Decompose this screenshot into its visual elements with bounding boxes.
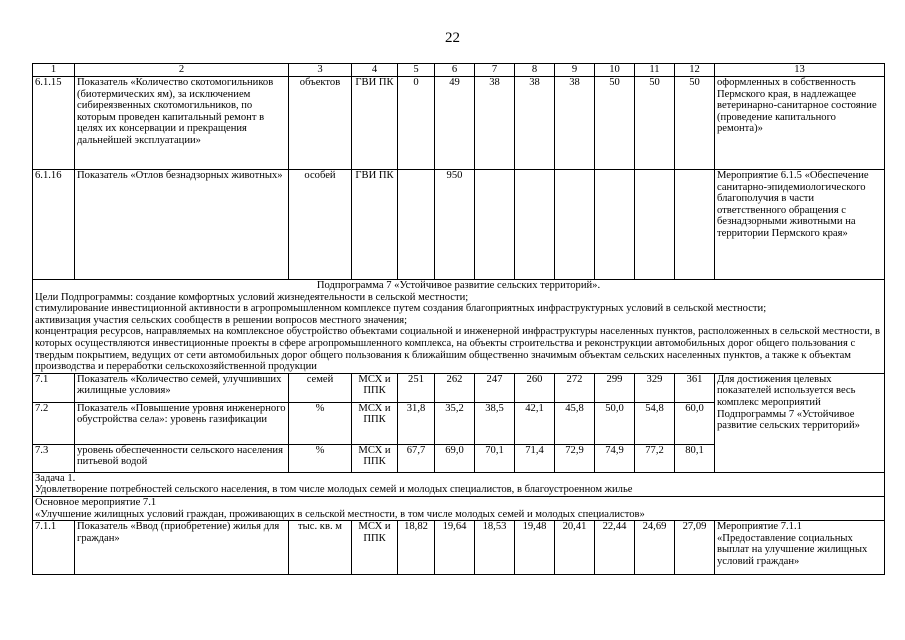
note: оформленных в собственность Пермского края, в надлежащее ветеринарно-санитарное состояние (проведение капитального ремонта)» xyxy=(715,77,885,170)
executor: МСХ и ППК xyxy=(352,444,398,472)
value: 20,41 xyxy=(555,521,595,575)
note: Для достижения целевых показателей используется весь комплекс мероприятий Подпрограммы 7 «Устойчивое развитие сельских территорий» xyxy=(715,373,885,472)
value: 950 xyxy=(435,170,475,280)
unit: особей xyxy=(289,170,352,280)
indicators-table xyxy=(32,63,885,575)
value: 299 xyxy=(595,373,635,402)
indicator-name: уровень обеспеченности сельского населения питьевой водой xyxy=(75,444,289,472)
value: 42,1 xyxy=(515,402,555,444)
col-header: 2 xyxy=(75,64,289,77)
col-header: 4 xyxy=(352,64,398,77)
value xyxy=(635,170,675,280)
value: 18,82 xyxy=(398,521,435,575)
value: 50 xyxy=(635,77,675,170)
value: 77,2 xyxy=(635,444,675,472)
task-text: Удовлетворение потребностей сельского населения, в том числе молодых семей и молодых специалистов, в благоустроенном жилье xyxy=(35,484,633,496)
indicator-name: Показатель «Отлов безнадзорных животных» xyxy=(75,170,289,280)
value: 67,7 xyxy=(398,444,435,472)
row-number: 7.1 xyxy=(33,373,75,402)
value xyxy=(675,170,715,280)
value: 71,4 xyxy=(515,444,555,472)
row-number: 7.1.1 xyxy=(33,521,75,575)
unit: семей xyxy=(289,373,352,402)
value: 38,5 xyxy=(475,402,515,444)
page-number: 22 xyxy=(445,30,460,46)
value: 262 xyxy=(435,373,475,402)
note: Мероприятие 6.1.5 «Обеспечение санитарно-эпидемиологического благополучия в части ответственного обращения с безнадзорными животными на территории Пермского края» xyxy=(715,170,885,280)
table-row xyxy=(33,521,885,575)
indicator-name: Показатель «Количество семей, улучшивших жилищные условия» xyxy=(75,373,289,402)
col-header: 7 xyxy=(475,64,515,77)
main-event-block xyxy=(33,496,885,520)
value: 0 xyxy=(398,77,435,170)
executor: МСХ и ППК xyxy=(352,373,398,402)
executor: ГВИ ПК xyxy=(352,77,398,170)
value: 251 xyxy=(398,373,435,402)
value: 361 xyxy=(675,373,715,402)
value: 70,1 xyxy=(475,444,515,472)
note: Мероприятие 7.1.1 «Предоставление социальных выплат на улучшение жилищных условий граждан» xyxy=(715,521,885,575)
value: 19,64 xyxy=(435,521,475,575)
value: 38 xyxy=(475,77,515,170)
value: 50,0 xyxy=(595,402,635,444)
task-block xyxy=(33,472,885,496)
unit: % xyxy=(289,444,352,472)
executor: МСХ и ППК xyxy=(352,521,398,575)
value: 54,8 xyxy=(635,402,675,444)
row-number: 6.1.15 xyxy=(33,77,75,170)
value: 50 xyxy=(675,77,715,170)
col-header: 9 xyxy=(555,64,595,77)
subprogram-block xyxy=(33,280,885,374)
col-header: 3 xyxy=(289,64,352,77)
col-header: 5 xyxy=(398,64,435,77)
subprogram-goal: активизация участия сельских сообществ в решении вопросов местного значения; xyxy=(35,314,408,326)
unit: % xyxy=(289,402,352,444)
subprogram-title: Подпрограмма 7 «Устойчивое развитие сельских территорий». xyxy=(316,280,601,291)
col-header: 6 xyxy=(435,64,475,77)
subprogram-row xyxy=(33,280,885,374)
value xyxy=(595,170,635,280)
value: 45,8 xyxy=(555,402,595,444)
value: 38 xyxy=(515,77,555,170)
value: 19,48 xyxy=(515,521,555,575)
subprogram-goal: стимулирование инвестиционной активности в агропромышленном комплексе путем создания благоприятных инфраструктурных условий в сельской местности; xyxy=(35,303,767,315)
row-number: 7.2 xyxy=(33,402,75,444)
main-event-title: Основное мероприятие 7.1 xyxy=(35,496,157,508)
col-header: 11 xyxy=(635,64,675,77)
value: 35,2 xyxy=(435,402,475,444)
col-header: 12 xyxy=(675,64,715,77)
value: 272 xyxy=(555,373,595,402)
value: 247 xyxy=(475,373,515,402)
value: 31,8 xyxy=(398,402,435,444)
unit: тыс. кв. м xyxy=(289,521,352,575)
column-numbers-row xyxy=(33,64,885,77)
value xyxy=(398,170,435,280)
value: 49 xyxy=(435,77,475,170)
indicator-name: Показатель «Повышение уровня инженерного обустройства села»: уровень газификации xyxy=(75,402,289,444)
col-header: 1 xyxy=(33,64,75,77)
value: 69,0 xyxy=(435,444,475,472)
subprogram-goal: концентрация ресурсов, направляемых на комплексное обустройство объектами социальной и инженерной инфраструктуры населенных пунктов, расположенных в сельской местности, в которых осуществляются инвестиционные проекты в сфере агропромышленного комплекса, на объекты строительства и реконструкции автомобильных дорог общего пользования с твердым покрытием, ведущих от сети автомобильных дорог общего пользования к ближайшим общественно значимым объектам сельских населенных пунктов, а также к объектам производства и переработки сельскохозяйственной продукции xyxy=(35,326,880,373)
main-event-row xyxy=(33,496,885,520)
value: 24,69 xyxy=(635,521,675,575)
row-number: 7.3 xyxy=(33,444,75,472)
value xyxy=(555,170,595,280)
col-header: 8 xyxy=(515,64,555,77)
row-number: 6.1.16 xyxy=(33,170,75,280)
value xyxy=(515,170,555,280)
task-title: Задача 1. xyxy=(35,472,76,484)
main-event-text: «Улучшение жилищных условий граждан, проживающих в сельской местности, в том числе молодых семей и молодых специалистов» xyxy=(35,508,645,520)
value: 80,1 xyxy=(675,444,715,472)
value: 72,9 xyxy=(555,444,595,472)
table-row xyxy=(33,77,885,170)
value: 329 xyxy=(635,373,675,402)
value: 260 xyxy=(515,373,555,402)
col-header: 10 xyxy=(595,64,635,77)
unit: объектов xyxy=(289,77,352,170)
subprogram-goal: Цели Подпрограммы: создание комфортных условий жизнедеятельности в сельской местности; xyxy=(35,291,469,303)
value: 27,09 xyxy=(675,521,715,575)
value: 60,0 xyxy=(675,402,715,444)
col-header: 13 xyxy=(715,64,885,77)
table-row xyxy=(33,170,885,280)
value: 38 xyxy=(555,77,595,170)
value: 18,53 xyxy=(475,521,515,575)
table-row xyxy=(33,373,885,402)
executor: ГВИ ПК xyxy=(352,170,398,280)
value: 22,44 xyxy=(595,521,635,575)
indicator-name: Показатель «Ввод (приобретение) жилья для граждан» xyxy=(75,521,289,575)
value: 74,9 xyxy=(595,444,635,472)
task-row xyxy=(33,472,885,496)
value xyxy=(475,170,515,280)
executor: МСХ и ППК xyxy=(352,402,398,444)
indicator-name: Показатель «Количество скотомогильников (биотермических ям), за исключением сибиреязвенных скотомогильников, по которым проведен капитальный ремонт в целях их консервации и прекращения дальнейшей эксплуатации» xyxy=(75,77,289,170)
value: 50 xyxy=(595,77,635,170)
